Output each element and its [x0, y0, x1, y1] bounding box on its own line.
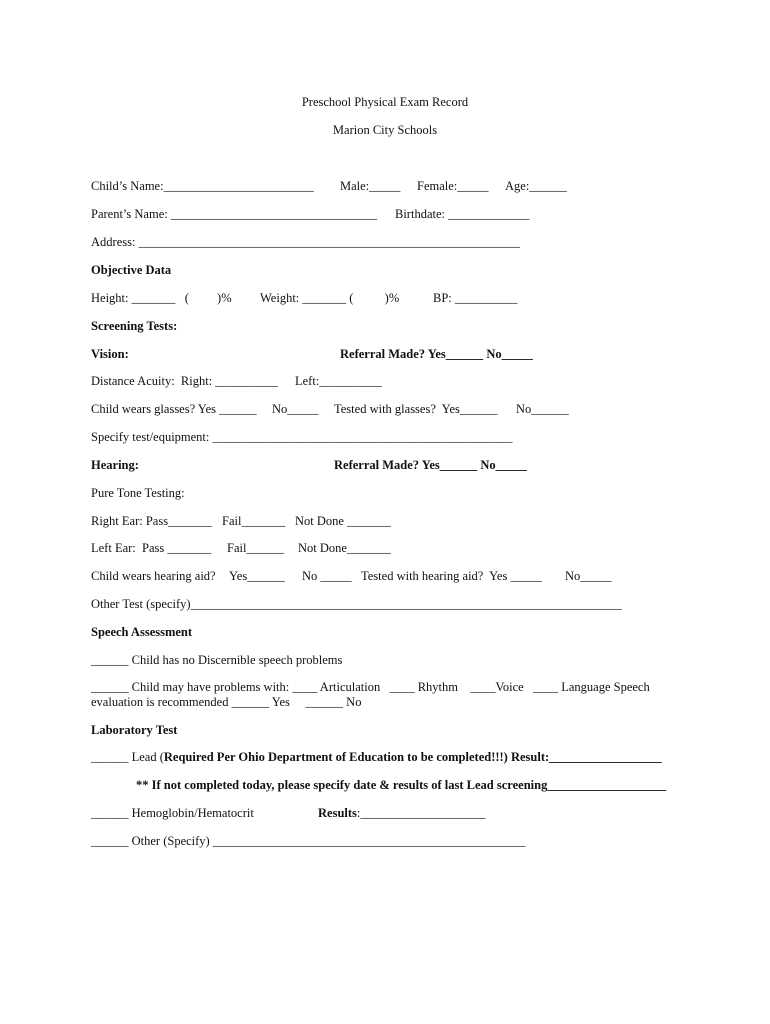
parent-name-field[interactable]: Parent’s Name: _________________________________ [91, 207, 378, 221]
address-field[interactable]: Address: _____________________________________________________________ [91, 235, 520, 249]
right-ear-pass-field[interactable]: Right Ear: Pass_______ [91, 514, 212, 528]
hearing-referral-field[interactable]: Referral Made? Yes______ No_____ [334, 458, 527, 472]
vision-heading: Vision: [91, 347, 129, 361]
bp-field[interactable]: BP: __________ [433, 291, 518, 305]
results-label: Results [318, 806, 357, 820]
laboratory-test-heading: Laboratory Test [91, 723, 178, 737]
speech-may-have-problems-field[interactable]: ______ Child may have problems with: ____ Articulation ____ Rhythm ____Voice ____ Language Speech [91, 680, 650, 694]
school-name: Marion City Schools [332, 123, 438, 137]
hearing-aid-yes-field[interactable]: Yes______ [229, 569, 285, 583]
objective-data-heading: Objective Data [91, 263, 172, 277]
height-field[interactable]: Height: _______ ( )% [91, 291, 232, 305]
other-lab-field[interactable]: ______ Other (Specify) __________________________________________________ [91, 834, 526, 848]
female-field[interactable]: Female:_____ [417, 179, 489, 193]
child-name-field[interactable]: Child’s Name:________________________ [91, 179, 314, 193]
tested-hearing-aid-no-field[interactable]: No_____ [565, 569, 612, 583]
glasses-yes-field[interactable]: Child wears glasses? Yes ______ [91, 402, 257, 416]
tested-glasses-yes-field[interactable]: Tested with glasses? Yes______ [334, 402, 498, 416]
form-title: Preschool Physical Exam Record [301, 95, 469, 109]
lead-prefix: ______ Lead ( [91, 750, 164, 764]
birthdate-field[interactable]: Birthdate: _____________ [395, 207, 530, 221]
male-field[interactable]: Male:_____ [340, 179, 401, 193]
specify-equipment-field[interactable]: Specify test/equipment: ________________________________________________ [91, 430, 513, 444]
hearing-aid-label: Child wears hearing aid? [91, 569, 216, 583]
hearing-heading: Hearing: [91, 458, 139, 472]
hearing-aid-no-field[interactable]: No _____ [302, 569, 352, 583]
right-ear-fail-field[interactable]: Fail_______ [222, 514, 286, 528]
results-blank: :____________________ [356, 806, 486, 820]
tested-glasses-no-field[interactable]: No______ [516, 402, 569, 416]
pure-tone-label: Pure Tone Testing: [91, 486, 185, 500]
left-ear-not-done-field[interactable]: Not Done_______ [298, 541, 391, 555]
left-ear-fail-field[interactable]: Fail______ [227, 541, 284, 555]
speech-no-problems-field[interactable]: ______ Child has no Discernible speech problems [91, 653, 343, 667]
weight-field[interactable]: Weight: _______ ( )% [260, 291, 400, 305]
age-field[interactable]: Age:______ [505, 179, 567, 193]
speech-assessment-heading: Speech Assessment [91, 625, 193, 639]
lead-requirement: Required Per Ohio Department of Education to be completed!!!) Result:__________________ [163, 750, 662, 764]
screening-tests-heading: Screening Tests: [91, 319, 178, 333]
other-test-field[interactable]: Other Test (specify)_____________________________________________________________________ [91, 597, 622, 611]
hemoglobin-field[interactable]: ______ Hemoglobin/Hematocrit [91, 806, 254, 820]
tested-hearing-aid-yes-field[interactable]: Tested with hearing aid? Yes _____ [361, 569, 542, 583]
vision-referral-field[interactable]: Referral Made? Yes______ No_____ [340, 347, 533, 361]
hemoglobin-results-field[interactable] [318, 805, 485, 821]
right-ear-not-done-field[interactable]: Not Done _______ [295, 514, 391, 528]
lead-note-field[interactable]: ** If not completed today, please specify date & results of last Lead screening___________________ [136, 778, 667, 792]
glasses-no-field[interactable]: No_____ [272, 402, 319, 416]
distance-acuity-left-field[interactable]: Left:__________ [295, 374, 382, 388]
left-ear-pass-field[interactable]: Left Ear: Pass _______ [91, 541, 212, 555]
speech-evaluation-field[interactable]: evaluation is recommended ______ Yes ______ No [91, 695, 362, 709]
lead-test-field[interactable] [91, 749, 662, 765]
distance-acuity-right-field[interactable]: Distance Acuity: Right: __________ [91, 374, 278, 388]
